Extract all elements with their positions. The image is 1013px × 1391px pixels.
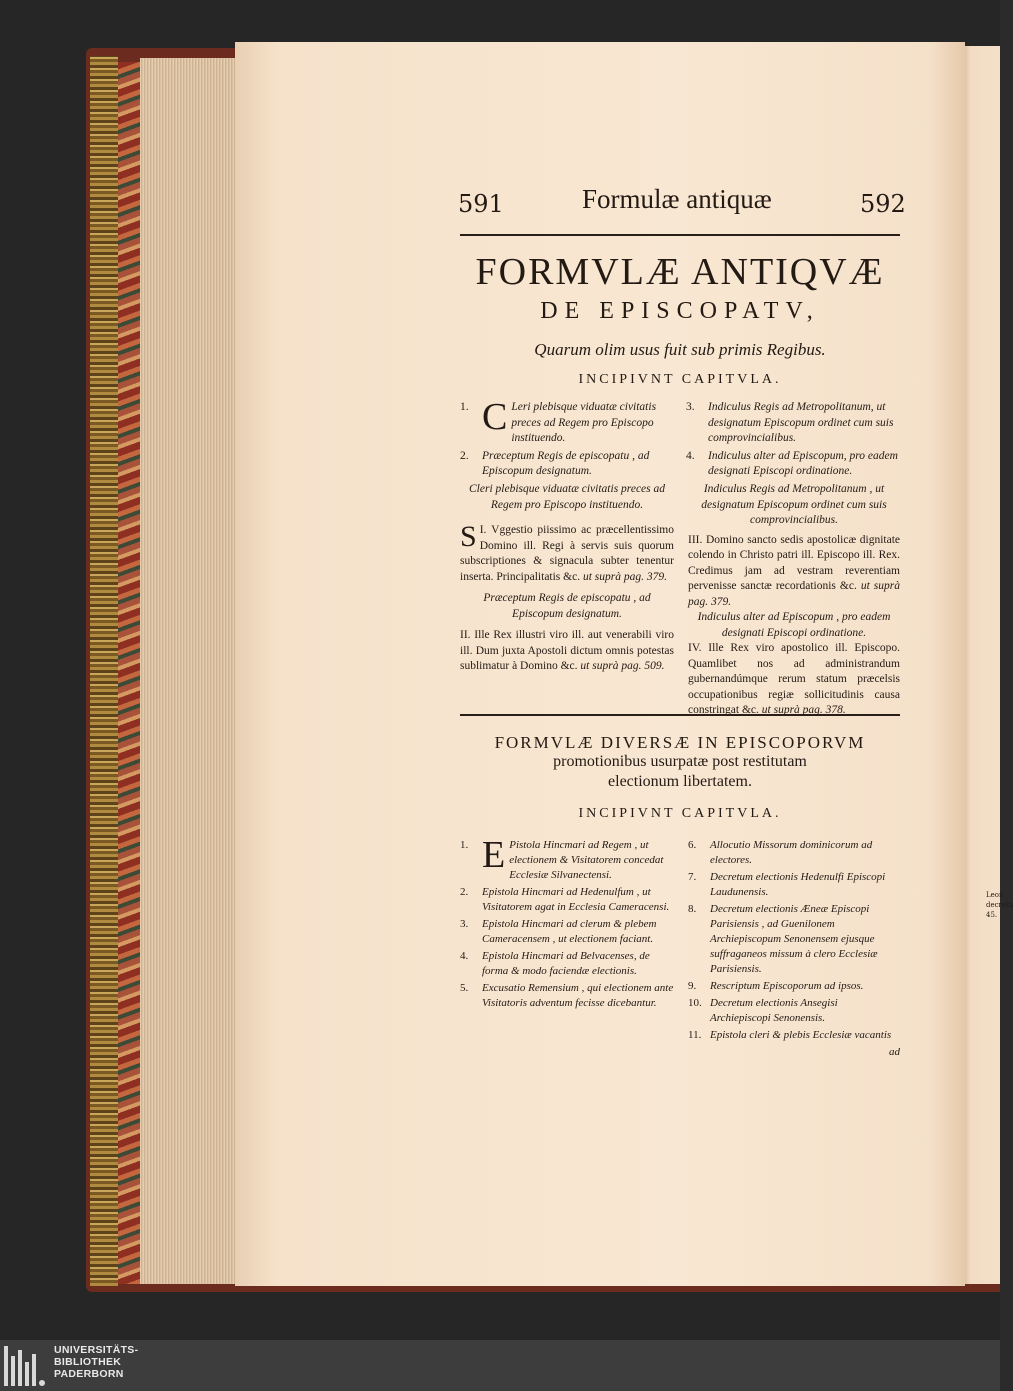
- item-text: Pistola Hincmari ad Regem , ut electionem & Visitatorem concedat Ecclesiæ Silvanectensi.: [509, 839, 664, 881]
- body-left-column: [460, 482, 674, 675]
- paragraph-text: Vggestio piissimo ac præcellentissimo Domino ill. Regi à servis suis quorum subscriptiones & signacula subter tenentur inserta. Principalitatis &c.: [460, 524, 674, 583]
- toc-item: [460, 949, 678, 979]
- paragraph-text: II. Ille Rex illustri viro ill. aut venerabili viro ill. Dum juxta Apostoli dictum omnis potestas sublimatur à Domino &c.: [460, 629, 674, 672]
- toc-left-column: [460, 396, 672, 482]
- toc-item: [686, 449, 900, 480]
- item-number: 5.: [460, 982, 469, 994]
- page-number-left: 591: [458, 190, 504, 218]
- page-number-right: 592: [860, 190, 906, 218]
- paragraph-text: III. Domino sancto sedis apostolicæ dignitate colendo in Christo patri ill. Episcopo ill. Rex. Credimus jam ad vestram reverentiam pervenisse sanctæ recordationis &c.: [688, 533, 900, 592]
- item-number: 2.: [460, 449, 469, 462]
- item-number: 1.: [460, 839, 469, 851]
- chapters-heading: INCIPIVNT CAPITVLA.: [578, 372, 782, 387]
- page-reference: ut suprà pag. 379.: [688, 580, 900, 608]
- section-divider-rule: [460, 714, 900, 716]
- item-text: Rescriptum Episcoporum ad ipsos.: [710, 980, 864, 992]
- item-text: Epistola cleri & plebis Ecclesiæ vacantis: [710, 1029, 892, 1041]
- library-name: [54, 1344, 138, 1380]
- paragraph-number: I.: [479, 524, 487, 536]
- toc-item: [688, 838, 900, 868]
- item-text: Leri plebisque viduatæ civitatis preces ad Regem pro Episcopo instituendo.: [511, 401, 657, 444]
- section2-subtitle-line: electionum libertatem.: [608, 773, 752, 790]
- gilt-border: [90, 56, 118, 1286]
- library-name-line: UNIVERSITÄTS-: [54, 1344, 139, 1356]
- edge-text-line: 45.: [986, 911, 998, 919]
- item-text: Indiculus Regis ad Metropolitanum, ut designatum Episcopum ordinet cum suis comprovincialibus.: [708, 401, 894, 444]
- page-reference: ut suprà pag. 509.: [580, 660, 665, 672]
- toc-item: [688, 996, 900, 1026]
- item-number: 3.: [460, 918, 469, 930]
- toc-item: [460, 917, 678, 947]
- section-title: FORMVLÆ ANTIQVÆ: [475, 251, 885, 293]
- toc-item: [686, 400, 900, 447]
- toc-item: [460, 449, 672, 480]
- item-text: Præceptum Regis de episcopatu , ad Episcopum designatum.: [482, 449, 650, 477]
- toc-item: [460, 834, 678, 883]
- page-reference: ut suprà pag. 379.: [582, 570, 667, 583]
- marbled-endpaper: [118, 62, 140, 1284]
- item-number: 3.: [686, 401, 695, 413]
- library-footer-bar: [0, 1340, 1000, 1391]
- item-text: Epistola Hincmari ad Hedenulfum , ut Visitatorem agat in Ecclesia Cameracensi.: [482, 886, 670, 913]
- toc-item: [688, 1028, 900, 1043]
- section2-subtitle-line: promotionibus usurpatæ post restitutam: [553, 753, 807, 770]
- header-rule: [460, 234, 900, 236]
- item-number: 11.: [688, 1029, 702, 1041]
- formula-heading: Præceptum Regis de episcopatu , ad Episcopum designatum.: [483, 592, 651, 620]
- page-block-edge: [140, 58, 242, 1284]
- drop-capital: S: [460, 520, 477, 553]
- item-number: 6.: [688, 839, 697, 851]
- item-number: 8.: [688, 903, 697, 915]
- section2-title: FORMVLÆ DIVERSÆ IN EPISCOPORVM: [494, 733, 866, 752]
- library-name-line: BIBLIOTHEK: [54, 1356, 122, 1368]
- item-number: 7.: [688, 871, 697, 883]
- item-number: 1.: [460, 401, 469, 413]
- item-number: 4.: [686, 449, 695, 462]
- item-text: Epistola Hincmari ad clerum & plebem Cameracensem , ut electionem faciant.: [482, 918, 657, 945]
- item-text: Decretum electionis Æneæ Episcopi Parisiensis , ad Guenilonem Archiepiscopum Senonensem ejusque suffraganeos missum à clero Ecclesiæ Parisiensis.: [710, 903, 878, 975]
- section-italic-line: Quarum olim usus fuit sub primis Regibus.: [534, 340, 826, 359]
- item-number: 10.: [688, 997, 702, 1009]
- page-reference: ut suprà pag. 378.: [761, 704, 846, 716]
- library-name-line: PADERBORN: [54, 1368, 124, 1380]
- item-number: 9.: [688, 980, 697, 992]
- paragraph-text: IV. Ille Rex viro apostolico ill. Episcopo. Quamlibet nos ad administrandum gubernandúmque rerum statum præcelsis occupationibus regiæ sollicitudinis causa constringat &c.: [688, 642, 900, 716]
- formula-heading: Cleri plebisque viduatæ civitatis preces ad Regem pro Episcopo instituendo.: [469, 483, 665, 511]
- edge-text-line: Leon: [986, 891, 1004, 899]
- item-text: Decretum electionis Ansegisi Archiepiscopi Senonensis.: [710, 997, 838, 1024]
- toc-item: [460, 396, 672, 447]
- toc-item: [460, 981, 678, 1011]
- item-text: Decretum electionis Hedenulfi Episcopi Laudunensis.: [710, 871, 886, 898]
- item-text: Indiculus alter ad Episcopum, pro eadem designati Episcopi ordinatione.: [708, 449, 898, 477]
- formula-heading: Indiculus alter ad Episcopum , pro eadem designati Episcopi ordinatione.: [697, 611, 891, 639]
- toc-item: [688, 870, 900, 900]
- library-logo-icon: [4, 1346, 48, 1386]
- catchword: ad: [889, 1046, 900, 1058]
- item-text: Excusatio Remensium , qui electionem ante Visitatoris adventum fecisse dicebantur.: [482, 982, 674, 1009]
- toc-item: [688, 979, 900, 994]
- formula-paragraph: [688, 641, 900, 719]
- drop-capital: C: [482, 396, 508, 438]
- item-text: Allocutio Missorum dominicorum ad electores.: [710, 839, 873, 866]
- item-text: Epistola Hincmari ad Belvacenses, de forma & modo faciendæ electionis.: [482, 950, 650, 977]
- running-title: Formulæ antiquæ: [582, 184, 772, 214]
- formula-heading: Indiculus Regis ad Metropolitanum , ut designatum Episcopum ordinet cum suis comprovincialibus.: [701, 483, 887, 526]
- facing-page-text: [986, 890, 1013, 920]
- toc2-right-column: [688, 838, 900, 1060]
- toc2-left-column: [460, 834, 678, 1013]
- toc-item: [460, 885, 678, 915]
- body-right-column: [688, 482, 900, 719]
- chapters-heading: INCIPIVNT CAPITVLA.: [578, 806, 782, 821]
- section-subtitle: DE EPISCOPATV,: [540, 298, 820, 324]
- formula-paragraph: [460, 520, 674, 585]
- toc-item: [688, 902, 900, 977]
- formula-paragraph: [688, 533, 900, 611]
- formula-paragraph: [460, 628, 674, 675]
- item-number: 4.: [460, 950, 469, 962]
- item-number: 2.: [460, 886, 469, 898]
- toc-right-column: [686, 400, 900, 482]
- edge-text-line: decreta: [986, 901, 1013, 909]
- drop-capital: E: [482, 834, 506, 876]
